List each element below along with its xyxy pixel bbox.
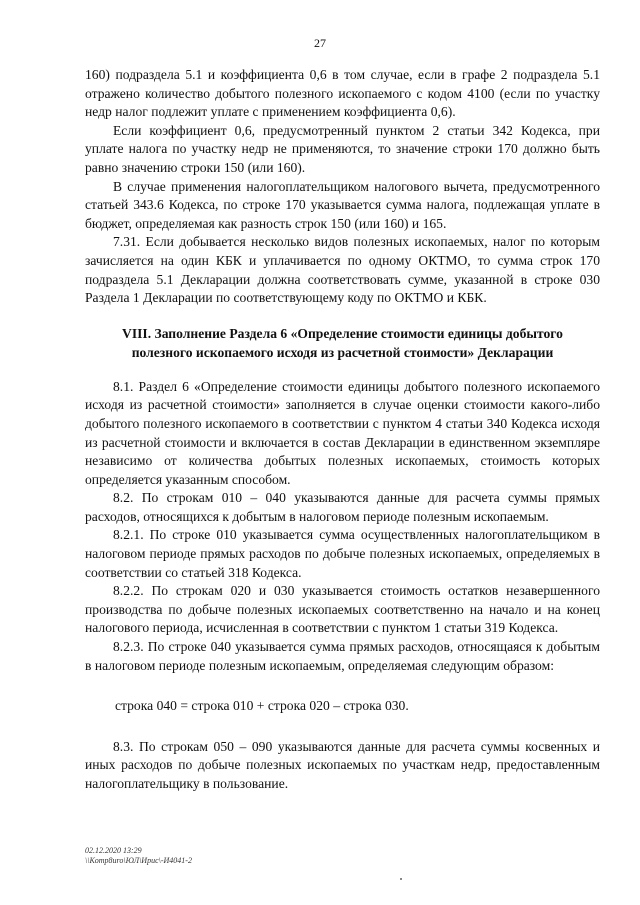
paragraph: 8.1. Раздел 6 «Определение стоимости единицы добытого полезного ископаемого исходя из расчетной стоимости» заполняется в случае оценки стоимости какого-либо добытого полезного ископаемого в соответствии с пунктом 4 статьи 340 Кодекса исходя из расчетной стоимости и включается в состав Декларации в единственном экземпляре независимо от количества добытых полезных ископаемых, стоимость которых определяется указанным способом. — [85, 378, 600, 487]
footer-path: \\Komp8uro\ЮЛ\Ирис\-И4041-2 — [85, 856, 192, 865]
paragraph: Если коэффициент 0,6, предусмотренный пунктом 2 статьи 342 Кодекса, при уплате налога по участку недр не применяются, то значение строки 170 должно быть равно значению строки 150 (или 160). — [85, 122, 600, 175]
section-heading: VIII. Заполнение Раздела 6 «Определение стоимости единицы добытого полезного ископаемого исходя из расчетной стоимости» Декларации — [122, 325, 563, 360]
formula: строка 040 = строка 010 + строка 020 – строка 030. — [115, 698, 409, 714]
scan-speck — [400, 878, 402, 880]
page-number: 27 — [314, 36, 326, 50]
paragraph: 8.3. По строкам 050 – 090 указываются данные для расчета суммы косвенных и иных расходов по добыче полезных ископаемых по участкам недр, предоставленным налогоплательщику в пользование. — [85, 738, 600, 791]
document-footer — [85, 846, 192, 866]
paragraph: В случае применения налогоплательщиком налогового вычета, предусмотренного статьей 343.6 Кодекса, по строке 170 указывается сумма налога, подлежащая уплате в бюджет, определяемая как разность строк 150 (или 160) и 165. — [85, 178, 600, 231]
paragraph: 8.2.2. По строкам 020 и 030 указывается стоимость остатков незавершенного производства по добыче полезных ископаемых соответственно на начало и на конец налогового периода, исчисленная в соответствии с пунктом 1 статьи 319 Кодекса. — [85, 583, 600, 636]
page-body — [85, 66, 600, 794]
paragraph: 8.2. По строкам 010 – 040 указываются данные для расчета суммы прямых расходов, относящихся к добытым в налоговом периоде полезным ископаемым. — [85, 490, 600, 524]
paragraph: 160) подраздела 5.1 и коэффициента 0,6 в том случае, если в графе 2 подраздела 5.1 отражено количество добытого полезного ископаемого с кодом 4100 (если по участку недр налог подлежит уплате с применением коэффициента 0,6). — [85, 67, 600, 120]
paragraph: 8.2.3. По строке 040 указывается сумма прямых расходов, относящаяся к добытым в налоговом периоде полезным ископаемым, определяемая следующим образом: — [85, 639, 600, 673]
paragraph: 8.2.1. По строке 010 указывается сумма осуществленных налогоплательщиком в налоговом периоде прямых расходов по добыче полезных ископаемых, определяемых в соответствии со статьей 318 Кодекса. — [85, 527, 600, 580]
paragraph: 7.31. Если добывается несколько видов полезных ископаемых, налог по которым зачисляется на один КБК и уплачивается по одному ОКТМО, то сумма строк 170 подраздела 5.1 Декларации должна соответствовать сумме, указанной в строке 030 Раздела 1 Декларации по соответствующему коду по ОКТМО и КБК. — [85, 234, 600, 306]
footer-date: 02.12.2020 13:29 — [85, 846, 142, 855]
